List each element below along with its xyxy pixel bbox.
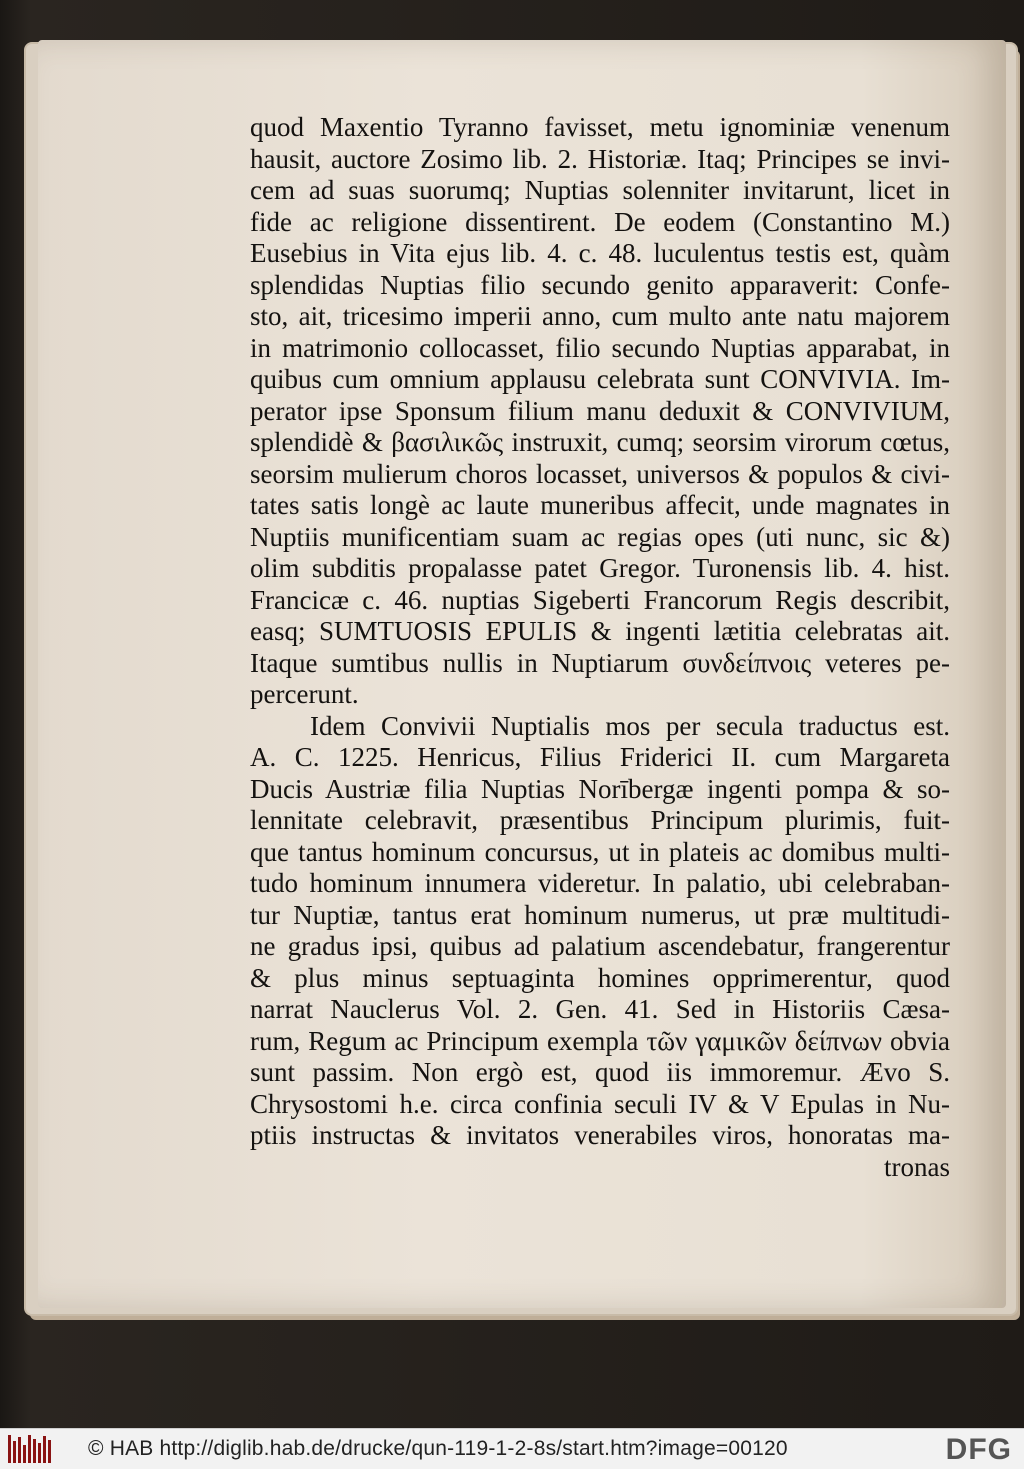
text-line: quod Maxentio Tyranno favisset, metu ignominiæ venenum xyxy=(250,112,950,142)
text-line: hausit, auctore Zosimo lib. 2. Historiæ. Itaq; Principes se invi- xyxy=(250,143,950,174)
text-line: perator ipse Sponsum filium manu deduxit & CONVIVIUM, xyxy=(250,395,950,426)
text-line: Chrysostomi h.e. circa confinia seculi IV & V Epulas in Nu- xyxy=(250,1088,950,1119)
text-line: tur Nuptiæ, tantus erat hominum numerus, ut præ multitudi- xyxy=(250,899,950,930)
text-line: splendidas Nuptias filio secundo genito apparaverit: Confe- xyxy=(250,269,950,300)
text-line: tudo hominum innumera videretur. In palatio, ubi celebraban- xyxy=(250,868,950,898)
text-line: sunt passim. Non ergò est, quod iis immoremur. Ævo S. xyxy=(250,1057,950,1087)
text-line: sto, ait, tricesimo imperii anno, cum multo ante natu majorem xyxy=(250,301,950,331)
text-line: Francicæ c. 46. nuptias Sigeberti Francorum Regis describit, xyxy=(250,584,950,615)
text-line: in matrimonio collocasset, filio secundo Nuptias apparabat, in xyxy=(250,332,950,363)
footer-bar xyxy=(0,1428,1024,1469)
text-line: Ducis Austriæ filia Nuptias Norībergæ ingenti pompa & so- xyxy=(250,773,950,804)
text-line: ne gradus ipsi, quibus ad palatium ascendebatur, frangerentur xyxy=(250,931,950,961)
text-line: Nuptiis munificentiam suam ac regias opes (uti nunc, sic &) xyxy=(250,521,950,552)
text-line: rum, Regum ac Principum exempla τῶν γαμικῶν δείπνων obvia xyxy=(250,1025,950,1056)
hab-logo-icon xyxy=(8,1435,52,1463)
text-line: quibus cum omnium applausu celebrata sunt CONVIVIA. Im- xyxy=(250,364,950,394)
text-line: percerunt. xyxy=(250,679,359,709)
text-line: fide ac religione dissentirent. De eodem (Constantino M.) xyxy=(250,206,950,237)
text-line: seorsim mulierum choros locasset, universos & populos & civi- xyxy=(250,458,950,489)
text-line: cem ad suas suorumq; Nuptias solenniter invitarunt, licet in xyxy=(250,175,950,205)
text-line: & plus minus septuaginta homines opprimerentur, quod xyxy=(250,962,950,993)
text-line: ptiis instructas & invitatos venerabiles viros, honoratas ma- xyxy=(250,1120,950,1150)
text-line: lennitate celebravit, præsentibus Principum plurimis, fuit- xyxy=(250,805,950,835)
text-line: Idem Convivii Nuptialis mos per secula traductus est. xyxy=(310,710,950,741)
text-line: que tantus hominum concursus, ut in plateis ac domibus multi- xyxy=(250,836,950,867)
text-line: A. C. 1225. Henricus, Filius Friderici II. cum Margareta xyxy=(250,742,950,772)
text-line: Eusebius in Vita ejus lib. 4. c. 48. luculentus testis est, quàm xyxy=(250,238,950,268)
footer-link[interactable]: © HAB http://diglib.hab.de/drucke/qun-119-1-2-8s/start.htm?image=00120 xyxy=(88,1437,788,1460)
text-line: tates satis longè ac laute muneribus affecit, unde magnates in xyxy=(250,490,950,520)
text-line: olim subditis propalasse patet Gregor. Turonensis lib. 4. hist. xyxy=(250,553,950,583)
text-line: splendidè & βασιλικῶς instruxit, cumq; seorsim virorum cœtus, xyxy=(250,427,950,457)
catchword: tronas xyxy=(884,1151,950,1182)
page-text-block xyxy=(250,112,950,1183)
text-line: easq; SUMTUOSIS EPULIS & ingenti lætitia celebratas ait. xyxy=(250,616,950,646)
dfg-logo: DFG xyxy=(945,1433,1012,1466)
text-line: narrat Nauclerus Vol. 2. Gen. 41. Sed in Historiis Cæsa- xyxy=(250,994,950,1024)
text-line: Itaque sumtibus nullis in Nuptiarum συνδείπνοις veteres pe- xyxy=(250,647,950,678)
